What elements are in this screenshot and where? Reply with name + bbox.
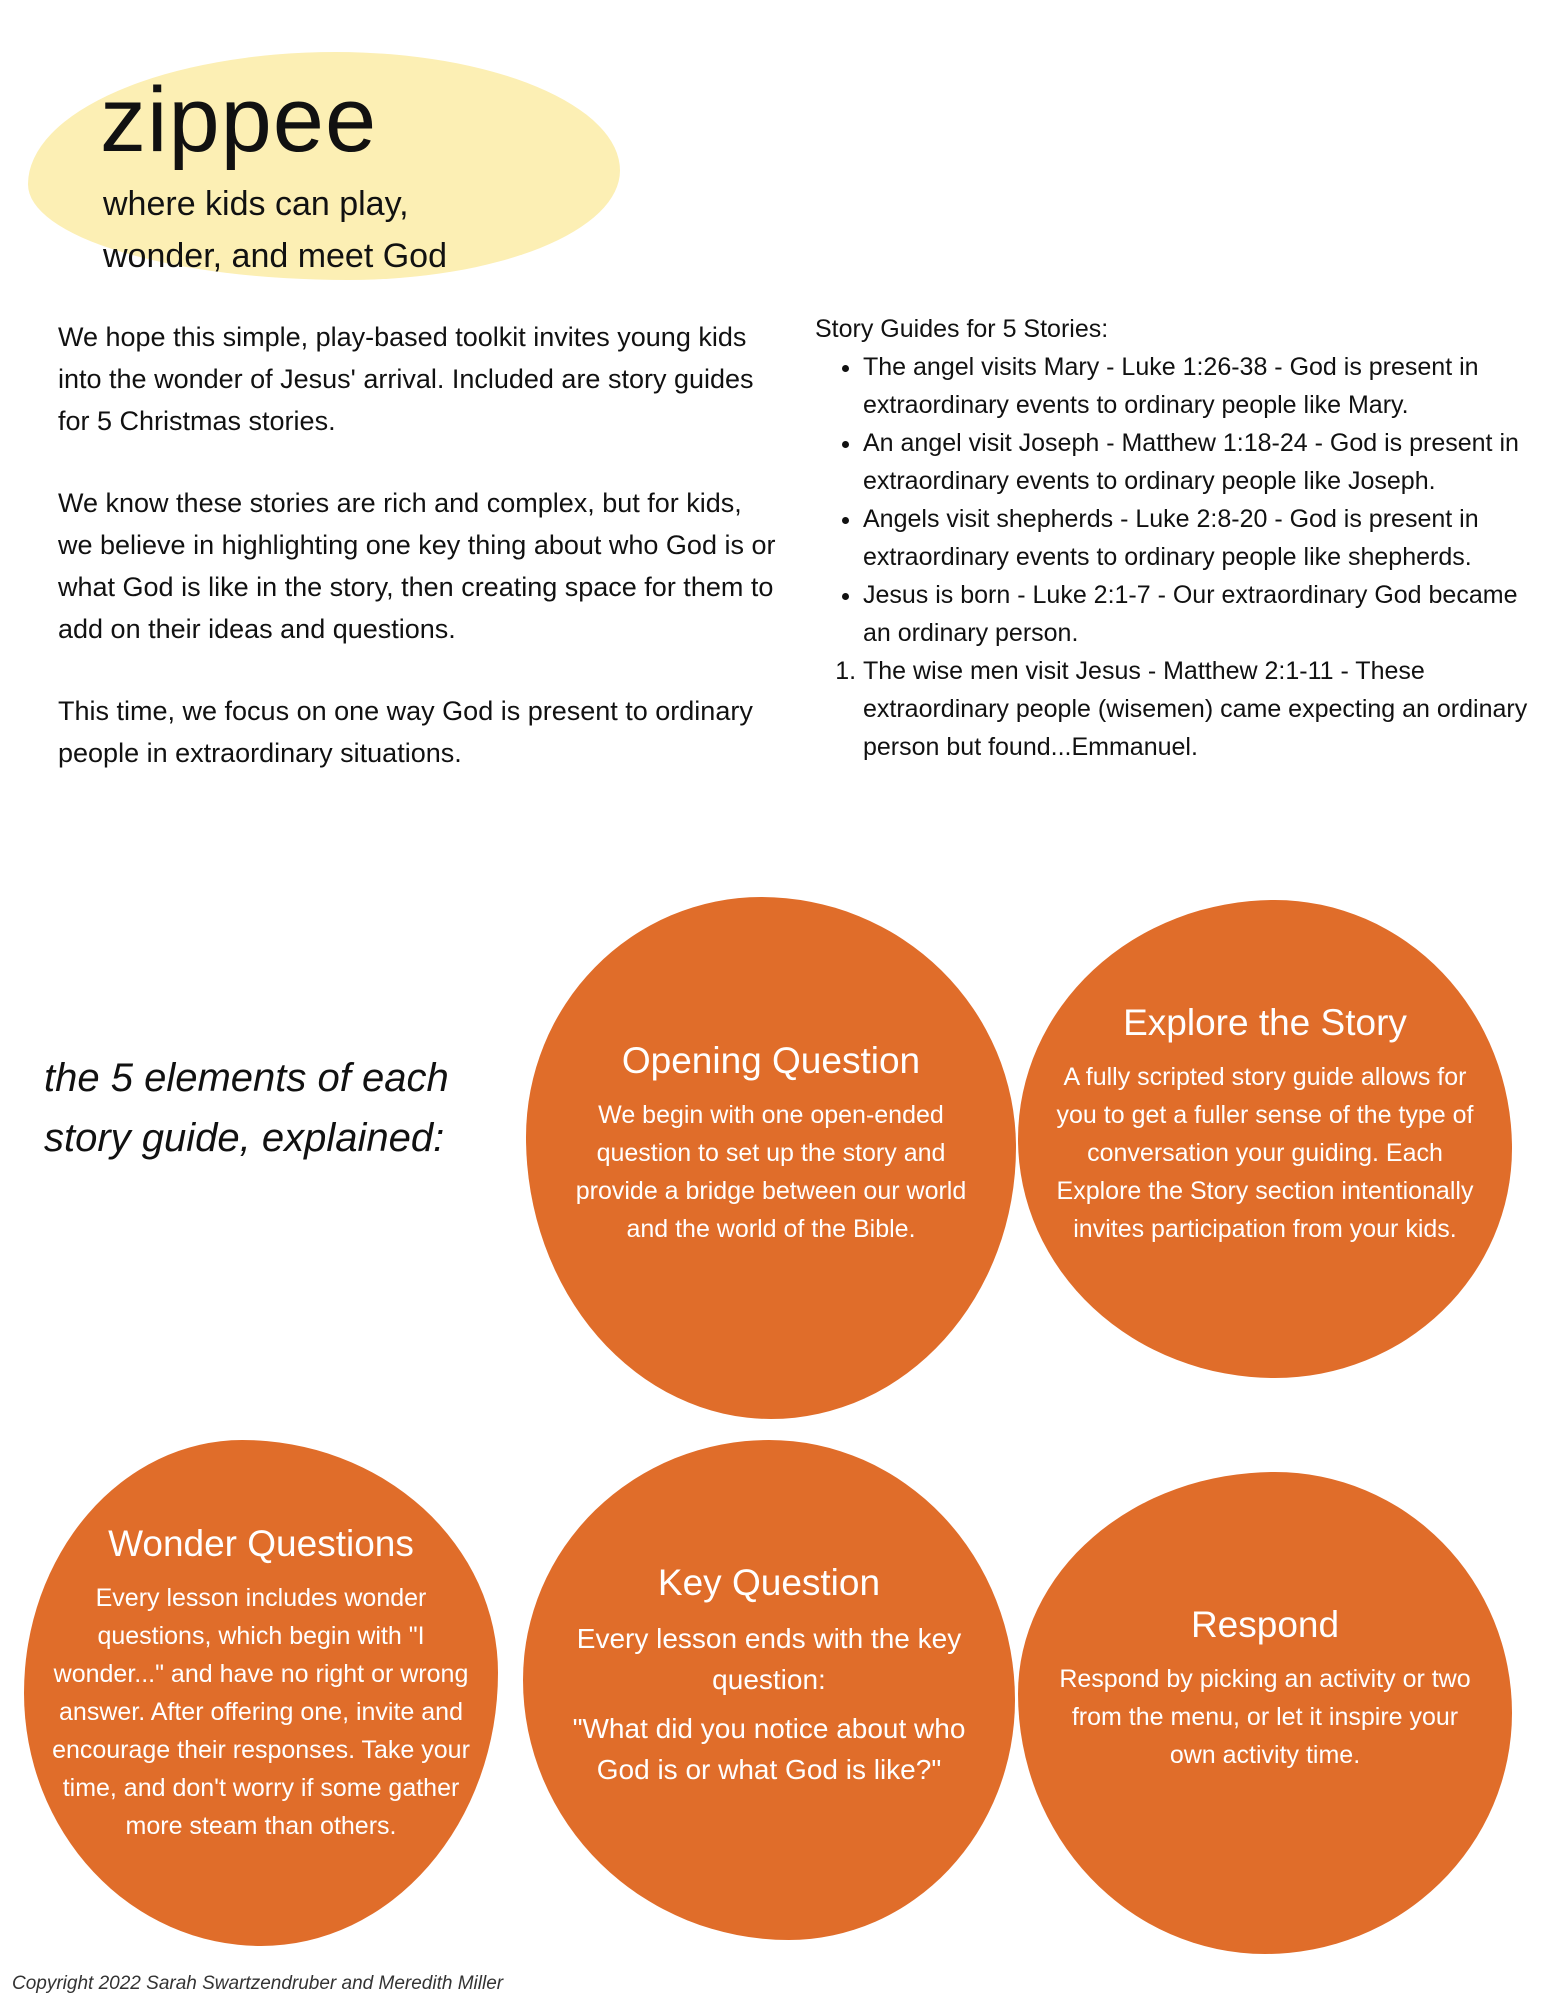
intro-paragraph: This time, we focus on one way God is present to ordinary people in extraordinary situations.: [58, 696, 753, 768]
copyright-notice: Copyright 2022 Sarah Swartzendruber and Meredith Miller: [12, 1973, 504, 1994]
list-item: • Jesus is born - Luke 2:1-7 - Our extraordinary God became an ordinary person.: [863, 576, 1535, 652]
key-question-text: "What did you notice about who God is or what God is like?": [572, 1713, 966, 1785]
card-title: Wonder Questions: [108, 1523, 414, 1564]
elements-heading-line: the 5 elements of each: [44, 1056, 449, 1100]
tagline-line: where kids can play,: [103, 185, 409, 223]
tagline-line: wonder, and meet God: [103, 237, 448, 275]
list-item: • Angels visit shepherds - Luke 2:8-20 - God is present in extraordinary events to ordinary people like shepherds.: [863, 500, 1535, 576]
intro-text: [58, 316, 778, 814]
card-text: Every lesson includes wonder questions, which begin with "I wonder..." and have no right or wrong answer. After offering one, invite and encourage their responses. Take your time, and don't worry if some gather more steam than others.: [52, 1584, 470, 1840]
story-guides-list: [815, 310, 1535, 766]
story-guides-heading: Story Guides for 5 Stories:: [815, 315, 1109, 343]
card-text: Respond by picking an activity or two from the menu, or let it inspire your own activity time.: [1059, 1665, 1471, 1769]
elements-heading: [44, 1048, 449, 1168]
card-text: Every lesson ends with the key question:: [576, 1623, 962, 1695]
card-title: Respond: [1190, 1604, 1340, 1645]
explore-story-card: [1018, 900, 1512, 1378]
brand-logo: zippee: [100, 69, 378, 171]
intro-paragraph: We know these stories are rich and complex, but for kids, we believe in highlighting one key thing about who God is or what God is like in the story, then creating space for them to add on their ideas and questions.: [58, 488, 776, 644]
wonder-questions-card: [24, 1440, 498, 1946]
list-item: • An angel visit Joseph - Matthew 1:18-24 - God is present in extraordinary events to ordinary people like Joseph.: [863, 424, 1535, 500]
elements-heading-line: story guide, explained:: [44, 1116, 445, 1160]
opening-question-card: [526, 897, 1016, 1419]
list-item: 1. The wise men visit Jesus - Matthew 2:1-11 - These extraordinary people (wisemen) came expecting an ordinary person but found...Emmanuel.: [863, 652, 1535, 766]
list-item: • The angel visits Mary - Luke 1:26-38 - God is present in extraordinary events to ordinary people like Mary.: [863, 348, 1535, 424]
key-question-card: [523, 1440, 1015, 1940]
card-title: Key Question: [657, 1562, 881, 1603]
card-text: A fully scripted story guide allows for you to get a fuller sense of the type of conversation your guiding. Each Explore the Story section intentionally invites participation from your kids.: [1056, 1063, 1474, 1243]
card-title: Explore the Story: [1123, 1002, 1407, 1043]
story-bullet-list: [815, 348, 1535, 652]
tagline: [103, 178, 447, 282]
intro-paragraph: We hope this simple, play-based toolkit invites young kids into the wonder of Jesus' arrival. Included are story guides for 5 Christmas stories.: [58, 322, 754, 436]
respond-card: [1018, 1472, 1512, 1954]
card-title: Opening Question: [621, 1040, 921, 1081]
story-numbered-list: [815, 652, 1535, 766]
card-text: We begin with one open-ended question to set up the story and provide a bridge between our world and the world of the Bible.: [575, 1101, 967, 1243]
